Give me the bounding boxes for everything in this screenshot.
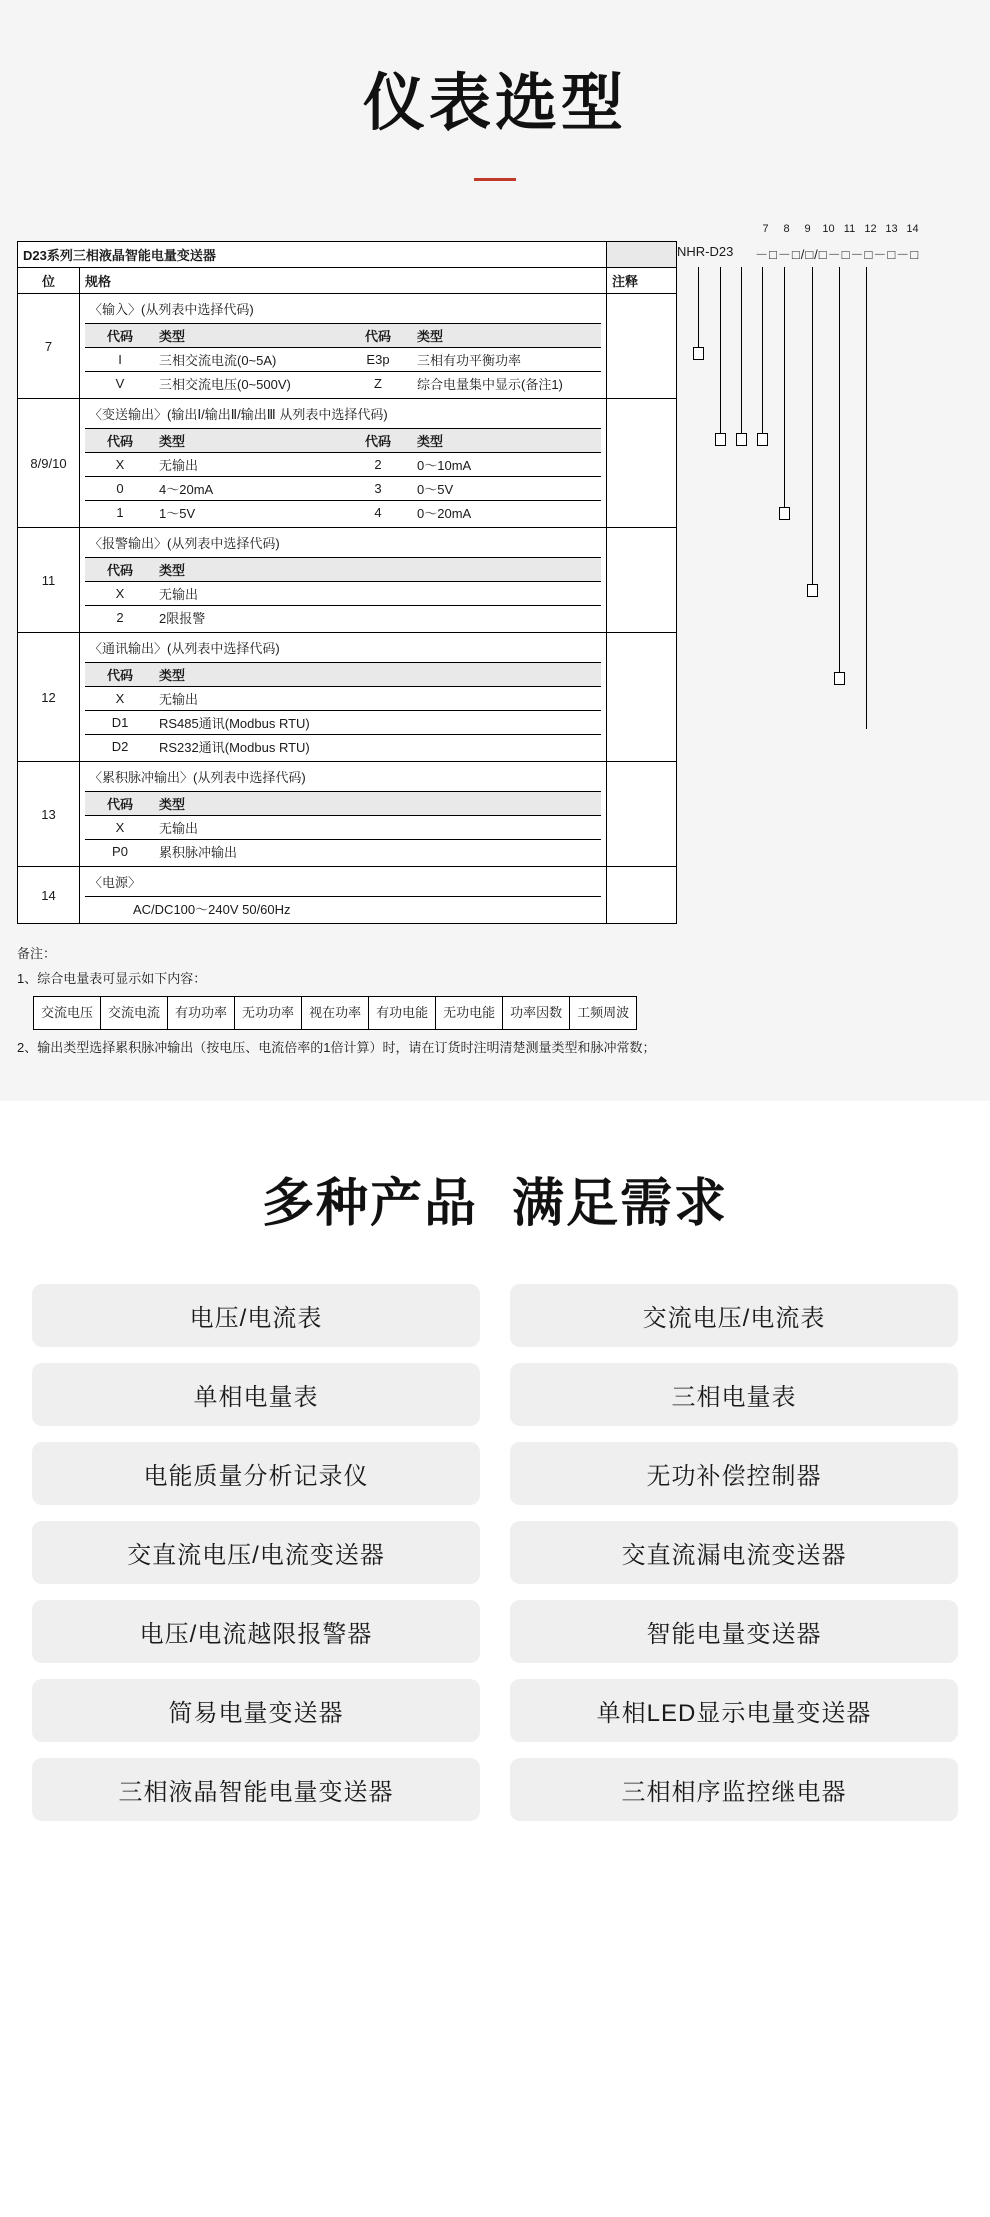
- products-section: [0, 1101, 990, 1891]
- title-divider: [474, 178, 516, 181]
- product-item[interactable]: 简易电量变送器: [32, 1679, 480, 1742]
- sub-col-code: 代码: [85, 558, 155, 582]
- note-item: 无功电能: [436, 996, 503, 1030]
- cell-type: 三相交流电流(0~5A): [155, 348, 343, 372]
- cell-power-spec: AC/DC100～240V 50/60Hz: [85, 897, 601, 921]
- sub-col-code: 代码: [85, 429, 155, 453]
- sub-row: [85, 687, 601, 711]
- code-number: 8: [783, 223, 790, 236]
- cell-code: D1: [85, 711, 155, 735]
- product-item[interactable]: 单相LED显示电量变送器: [510, 1679, 958, 1742]
- product-item[interactable]: 三相相序监控继电器: [510, 1758, 958, 1821]
- leader-line-13: [839, 267, 840, 672]
- code-number: 12: [864, 223, 877, 236]
- cell-code-2: Z: [343, 372, 413, 396]
- sub-row: [85, 501, 601, 525]
- leader-line-11: [784, 267, 785, 507]
- cell-code: D2: [85, 735, 155, 759]
- cell-type: RS485通讯(Modbus RTU): [155, 711, 601, 735]
- row-note: [607, 633, 677, 762]
- row-note: [607, 294, 677, 399]
- leader-lines: [677, 267, 973, 727]
- leader-line-14: [866, 267, 867, 729]
- sub-col-type: 类型: [155, 792, 601, 816]
- cell-code-2: 4: [343, 501, 413, 525]
- sub-col-type: 类型: [155, 429, 343, 453]
- sub-header-row: [85, 792, 601, 816]
- product-item[interactable]: 交直流漏电流变送器: [510, 1521, 958, 1584]
- row-note: [607, 528, 677, 633]
- note-item: 工频周波: [570, 996, 637, 1030]
- row-spec-cell: [80, 633, 607, 762]
- code-box-8: [715, 433, 726, 446]
- cell-code: P0: [85, 840, 155, 864]
- row-position: 13: [18, 762, 80, 867]
- col-header-spec: 规格: [80, 268, 607, 294]
- table-header-row: [18, 242, 677, 268]
- note-item: 有功功率: [168, 996, 235, 1030]
- code-box-11: [779, 507, 790, 520]
- cell-code: V: [85, 372, 155, 396]
- page-title: 仪表选型: [362, 69, 627, 138]
- products-title-right: 满足需求: [512, 1174, 729, 1233]
- spec-row-pulse-output: [18, 762, 677, 867]
- cell-code: 2: [85, 606, 155, 630]
- code-box-7: [693, 347, 704, 360]
- product-item[interactable]: 单相电量表: [32, 1363, 480, 1426]
- note-item: 功率因数: [503, 996, 570, 1030]
- note-item: 交流电压: [34, 996, 101, 1030]
- row-note: [607, 762, 677, 867]
- sub-row: [85, 735, 601, 759]
- sub-table-power: [85, 896, 601, 920]
- code-number: 9: [804, 223, 811, 236]
- note-items-row: [34, 996, 637, 1030]
- sub-row: [85, 582, 601, 606]
- spec-table: [17, 241, 677, 924]
- spec-row-transmit-output: [18, 399, 677, 528]
- note-item: 无功功率: [235, 996, 302, 1030]
- note-1-items-table: [33, 996, 637, 1031]
- sub-table-transmit: [85, 428, 601, 524]
- row-note: [607, 399, 677, 528]
- row-position: 14: [18, 867, 80, 924]
- cell-type-2: 0～5V: [413, 477, 601, 501]
- code-box-9: [736, 433, 747, 446]
- code-number: 13: [885, 223, 898, 236]
- sub-row: [85, 606, 601, 630]
- sub-row: [85, 711, 601, 735]
- sub-header-row: [85, 558, 601, 582]
- code-number: 7: [762, 223, 769, 236]
- sub-col-type: 类型: [155, 558, 601, 582]
- sub-col-code: 代码: [85, 324, 155, 348]
- note-item: 交流电流: [101, 996, 168, 1030]
- sub-row: [85, 477, 601, 501]
- col-header-pos: 位: [18, 268, 80, 294]
- row-position: 12: [18, 633, 80, 762]
- row-heading: 〈累积脉冲输出〉(从列表中选择代码): [89, 770, 306, 786]
- sub-header-row: [85, 429, 601, 453]
- selection-table-wrapper: [17, 223, 973, 924]
- sub-col-code: 代码: [85, 663, 155, 687]
- row-position: 8/9/10: [18, 399, 80, 528]
- cell-type-2: 综合电量集中显示(备注1): [413, 372, 601, 396]
- spec-row-alarm-output: [18, 528, 677, 633]
- row-heading: 〈变送输出〉(输出Ⅰ/输出Ⅱ/输出Ⅲ 从列表中选择代码): [89, 407, 388, 423]
- row-position: 11: [18, 528, 80, 633]
- leader-line-9: [741, 267, 742, 433]
- sub-row: [85, 348, 601, 372]
- cell-code-2: E3p: [343, 348, 413, 372]
- row-spec-cell: [80, 867, 607, 924]
- product-item[interactable]: 智能电量变送器: [510, 1600, 958, 1663]
- row-note: [607, 867, 677, 924]
- product-item[interactable]: 三相液晶智能电量变送器: [32, 1758, 480, 1821]
- model-code-numbers: [755, 223, 923, 235]
- sub-row: [85, 840, 601, 864]
- sub-col-code: 代码: [85, 792, 155, 816]
- sub-col-type: 类型: [155, 663, 601, 687]
- cell-type-2: 三相有功平衡功率: [413, 348, 601, 372]
- selection-section: [0, 0, 990, 1101]
- cell-type-2: 0～10mA: [413, 453, 601, 477]
- sub-col-type-2: 类型: [413, 429, 601, 453]
- cell-type: 无输出: [155, 582, 601, 606]
- cell-type: 无输出: [155, 816, 601, 840]
- cell-type: 2限报警: [155, 606, 601, 630]
- model-code-string: －□－□/□/□－□－□－□－□: [755, 247, 920, 263]
- leader-line-7: [698, 267, 699, 347]
- row-spec-cell: [80, 294, 607, 399]
- cell-code: X: [85, 453, 155, 477]
- sub-table-pulse: [85, 791, 601, 863]
- product-family-name: D23系列三相液晶智能电量变送器: [18, 242, 607, 268]
- spec-row-comm-output: [18, 633, 677, 762]
- cell-type: 无输出: [155, 453, 343, 477]
- cell-code-2: 2: [343, 453, 413, 477]
- cell-type: 三相交流电压(0~500V): [155, 372, 343, 396]
- row-heading: 〈电源〉: [89, 875, 142, 891]
- sub-row: [85, 453, 601, 477]
- code-box-13: [834, 672, 845, 685]
- row-spec-cell: [80, 762, 607, 867]
- cell-code-2: 3: [343, 477, 413, 501]
- row-spec-cell: [80, 399, 607, 528]
- products-grid: [32, 1284, 958, 1821]
- sub-table-comm: [85, 662, 601, 758]
- sub-table-alarm: [85, 557, 601, 629]
- leader-line-12: [812, 267, 813, 584]
- product-item[interactable]: 电压/电流越限报警器: [32, 1600, 480, 1663]
- note-item: 有功电能: [369, 996, 436, 1030]
- sub-col-type-2: 类型: [413, 324, 601, 348]
- sub-header-row: [85, 663, 601, 687]
- cell-code: 1: [85, 501, 155, 525]
- product-item[interactable]: 电压/电流表: [32, 1284, 480, 1347]
- product-item[interactable]: 交直流电压/电流变送器: [32, 1521, 480, 1584]
- sub-col-code-2: 代码: [343, 429, 413, 453]
- cell-code: 0: [85, 477, 155, 501]
- cell-type-2: 0～20mA: [413, 501, 601, 525]
- spec-row-power: [18, 867, 677, 924]
- sub-row: [85, 372, 601, 396]
- note-1: 1、综合电量表可显示如下内容：: [17, 970, 207, 986]
- notes-block: [17, 942, 973, 1061]
- products-title: [0, 1161, 990, 1236]
- sub-row: [85, 816, 601, 840]
- product-item[interactable]: 交流电压/电流表: [510, 1284, 958, 1347]
- leader-line-8: [720, 267, 721, 433]
- col-header-note: 注释: [607, 268, 677, 294]
- cell-type: 4～20mA: [155, 477, 343, 501]
- notes-label: 备注：: [17, 946, 57, 962]
- products-title-left: 多种产品: [261, 1174, 478, 1233]
- table-column-header-row: [18, 268, 677, 294]
- sub-row: [85, 897, 601, 921]
- code-box-10: [757, 433, 768, 446]
- code-number: 10: [822, 223, 835, 236]
- sub-header-row: [85, 324, 601, 348]
- cell-type: 1～5V: [155, 501, 343, 525]
- model-name: NHR-D23: [677, 244, 734, 260]
- product-item[interactable]: 无功补偿控制器: [510, 1442, 958, 1505]
- note-2: 2、输出类型选择累积脉冲输出（按电压、电流倍率的1倍计算）时，请在订货时注明清楚测量类型和脉冲常数；: [17, 1040, 656, 1056]
- cell-code: X: [85, 687, 155, 711]
- sub-col-code-2: 代码: [343, 324, 413, 348]
- spec-row-input: [18, 294, 677, 399]
- row-heading: 〈报警输出〉(从列表中选择代码): [89, 536, 280, 552]
- sub-col-type: 类型: [155, 324, 343, 348]
- leader-line-10: [762, 267, 763, 433]
- cell-type: RS232通讯(Modbus RTU): [155, 735, 601, 759]
- cell-code: X: [85, 816, 155, 840]
- product-item[interactable]: 电能质量分析记录仪: [32, 1442, 480, 1505]
- cell-type: 累积脉冲输出: [155, 840, 601, 864]
- row-position: 7: [18, 294, 80, 399]
- code-number: 14: [906, 223, 919, 236]
- row-heading: 〈输入〉(从列表中选择代码): [89, 302, 254, 318]
- cell-code: X: [85, 582, 155, 606]
- code-box-12: [807, 584, 818, 597]
- product-item[interactable]: 三相电量表: [510, 1363, 958, 1426]
- sub-table-input: [85, 323, 601, 395]
- code-number: 11: [843, 223, 856, 236]
- row-spec-cell: [80, 528, 607, 633]
- note-item: 视在功率: [302, 996, 369, 1030]
- cell-code: I: [85, 348, 155, 372]
- row-heading: 〈通讯输出〉(从列表中选择代码): [89, 641, 280, 657]
- cell-type: 无输出: [155, 687, 601, 711]
